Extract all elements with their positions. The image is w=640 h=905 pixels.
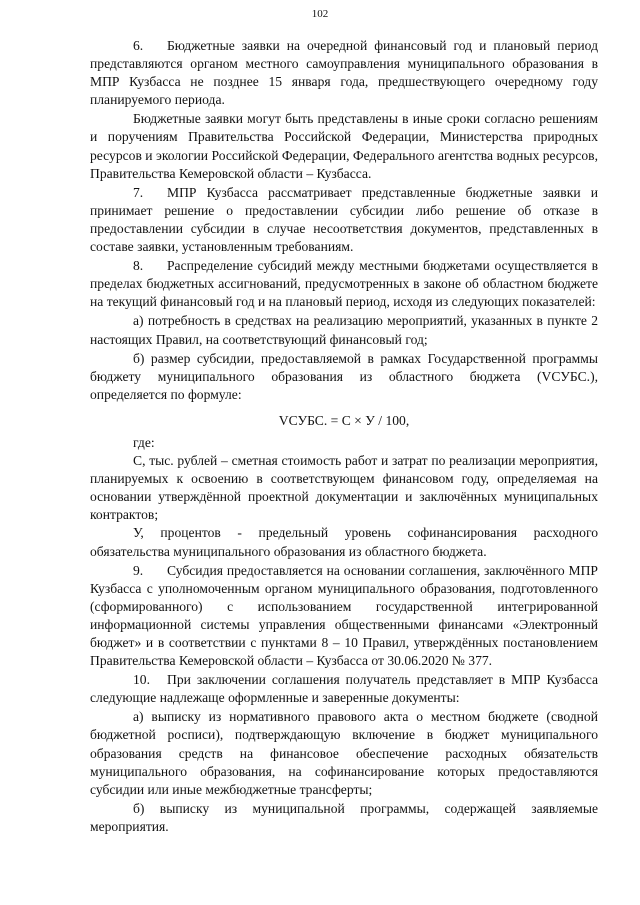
item-number: 9. <box>133 562 144 578</box>
paragraph-text: Субсидия предоставляется на основании соглашения, заключённого МПР Кузбасса с уполномоченным органом муниципального образования, подготовленного (сформированного) с использованием государственной интегрированной информационной системы управления общественными финансами «Электронный бюджет» и в соответствии с пунктами 8 – 10 Правил, утверждённых постановлением Правительства Кемеровской области – Кузбасса от 30.06.2020 № 377. <box>90 562 598 669</box>
paragraph-text: Бюджетные заявки могут быть представлены в иные сроки согласно решениям и поручениям Правительства Российской Федерации, Министерства природных ресурсов и экологии Российской Федерации, Федерального агентства водных ресурсов, Правительства Кемеровской области – Кузбасса. <box>90 111 598 181</box>
paragraph-item-10 <box>90 671 598 707</box>
document-body <box>90 36 598 836</box>
item-number: 6. <box>133 38 144 53</box>
paragraph-item-7 <box>90 184 598 256</box>
paragraph-text: б) размер субсидии, предоставляемой в рамках Государственной программы бюджету муниципального образования из областного бюджета (VСУБС.), определяется по формуле: <box>90 350 598 402</box>
paragraph-subitem-b <box>90 350 598 404</box>
paragraph-text: Распределение субсидий между местными бюджетами осуществляется в пределах бюджетных ассигнований, предусмотренных в законе об областном бюджете на текущий финансовый год и на плановый период, исходя из следующих показателей: <box>90 258 598 310</box>
paragraph-text: МПР Кузбасса рассматривает представленные бюджетные заявки и принимает решение о предоставлении субсидии либо решение об отказе в предоставлении субсидии в случае несоответствия документов, представленных в составе заявки, установленным требованиям. <box>90 184 598 255</box>
paragraph-doc-a <box>90 708 598 798</box>
item-number: 8. <box>133 258 144 274</box>
paragraph-def-u <box>90 524 598 560</box>
paragraph-text: б) выписку из муниципальной программы, содержащей заявляемые мероприятия. <box>90 800 598 834</box>
paragraph-text: Бюджетные заявки на очередной финансовый год и плановый период представляются органом местного самоуправления муниципального образования в МПР Кузбасса не позднее 15 января года, предшествующего очередному году планируемого периода. <box>90 38 598 108</box>
paragraph-text: С, тыс. рублей – сметная стоимость работ и затрат по реализации мероприятия, планируемых к освоению в соответствующем финансовом году, определяемая на основании утверждённой проектной документации и заключённых муниципальных контрактов; <box>90 453 598 523</box>
where-label <box>90 434 598 452</box>
paragraph-item-9 <box>90 562 598 671</box>
paragraph-text: а) выписку из нормативного правового акта о местном бюджете (сводной бюджетной росписи), подтверждающую включение в бюджет муниципального образования средств на финансовое обеспечение расходных обязательств муниципального образования, на софинансирование которых предоставляются субсидии или иные межбюджетные трансферты; <box>90 709 598 797</box>
paragraph-text: У, процентов - предельный уровень софинансирования расходного обязательства муниципального образования из областного бюджета. <box>90 525 598 559</box>
paragraph-text: а) потребность в средствах на реализацию мероприятий, указанных в пункте 2 настоящих Правил, на соответствующий финансовый год; <box>90 313 598 347</box>
paragraph-doc-b <box>90 800 598 836</box>
page-number: 102 <box>311 8 329 20</box>
paragraph-item-8 <box>90 257 598 311</box>
paragraph-item-6 <box>90 37 598 109</box>
item-number: 7. <box>133 184 144 200</box>
paragraph-alt-deadlines <box>90 110 598 182</box>
paragraph-def-c <box>90 452 598 524</box>
where-text: где: <box>133 434 155 450</box>
item-number: 10. <box>133 672 150 688</box>
paragraph-text: При заключении соглашения получатель представляет в МПР Кузбасса следующие надлежаще оформленные и заверенные документы: <box>90 672 598 706</box>
subsidy-formula: VСУБС. = С × У / 100, <box>278 412 410 428</box>
paragraph-subitem-a <box>90 312 598 348</box>
